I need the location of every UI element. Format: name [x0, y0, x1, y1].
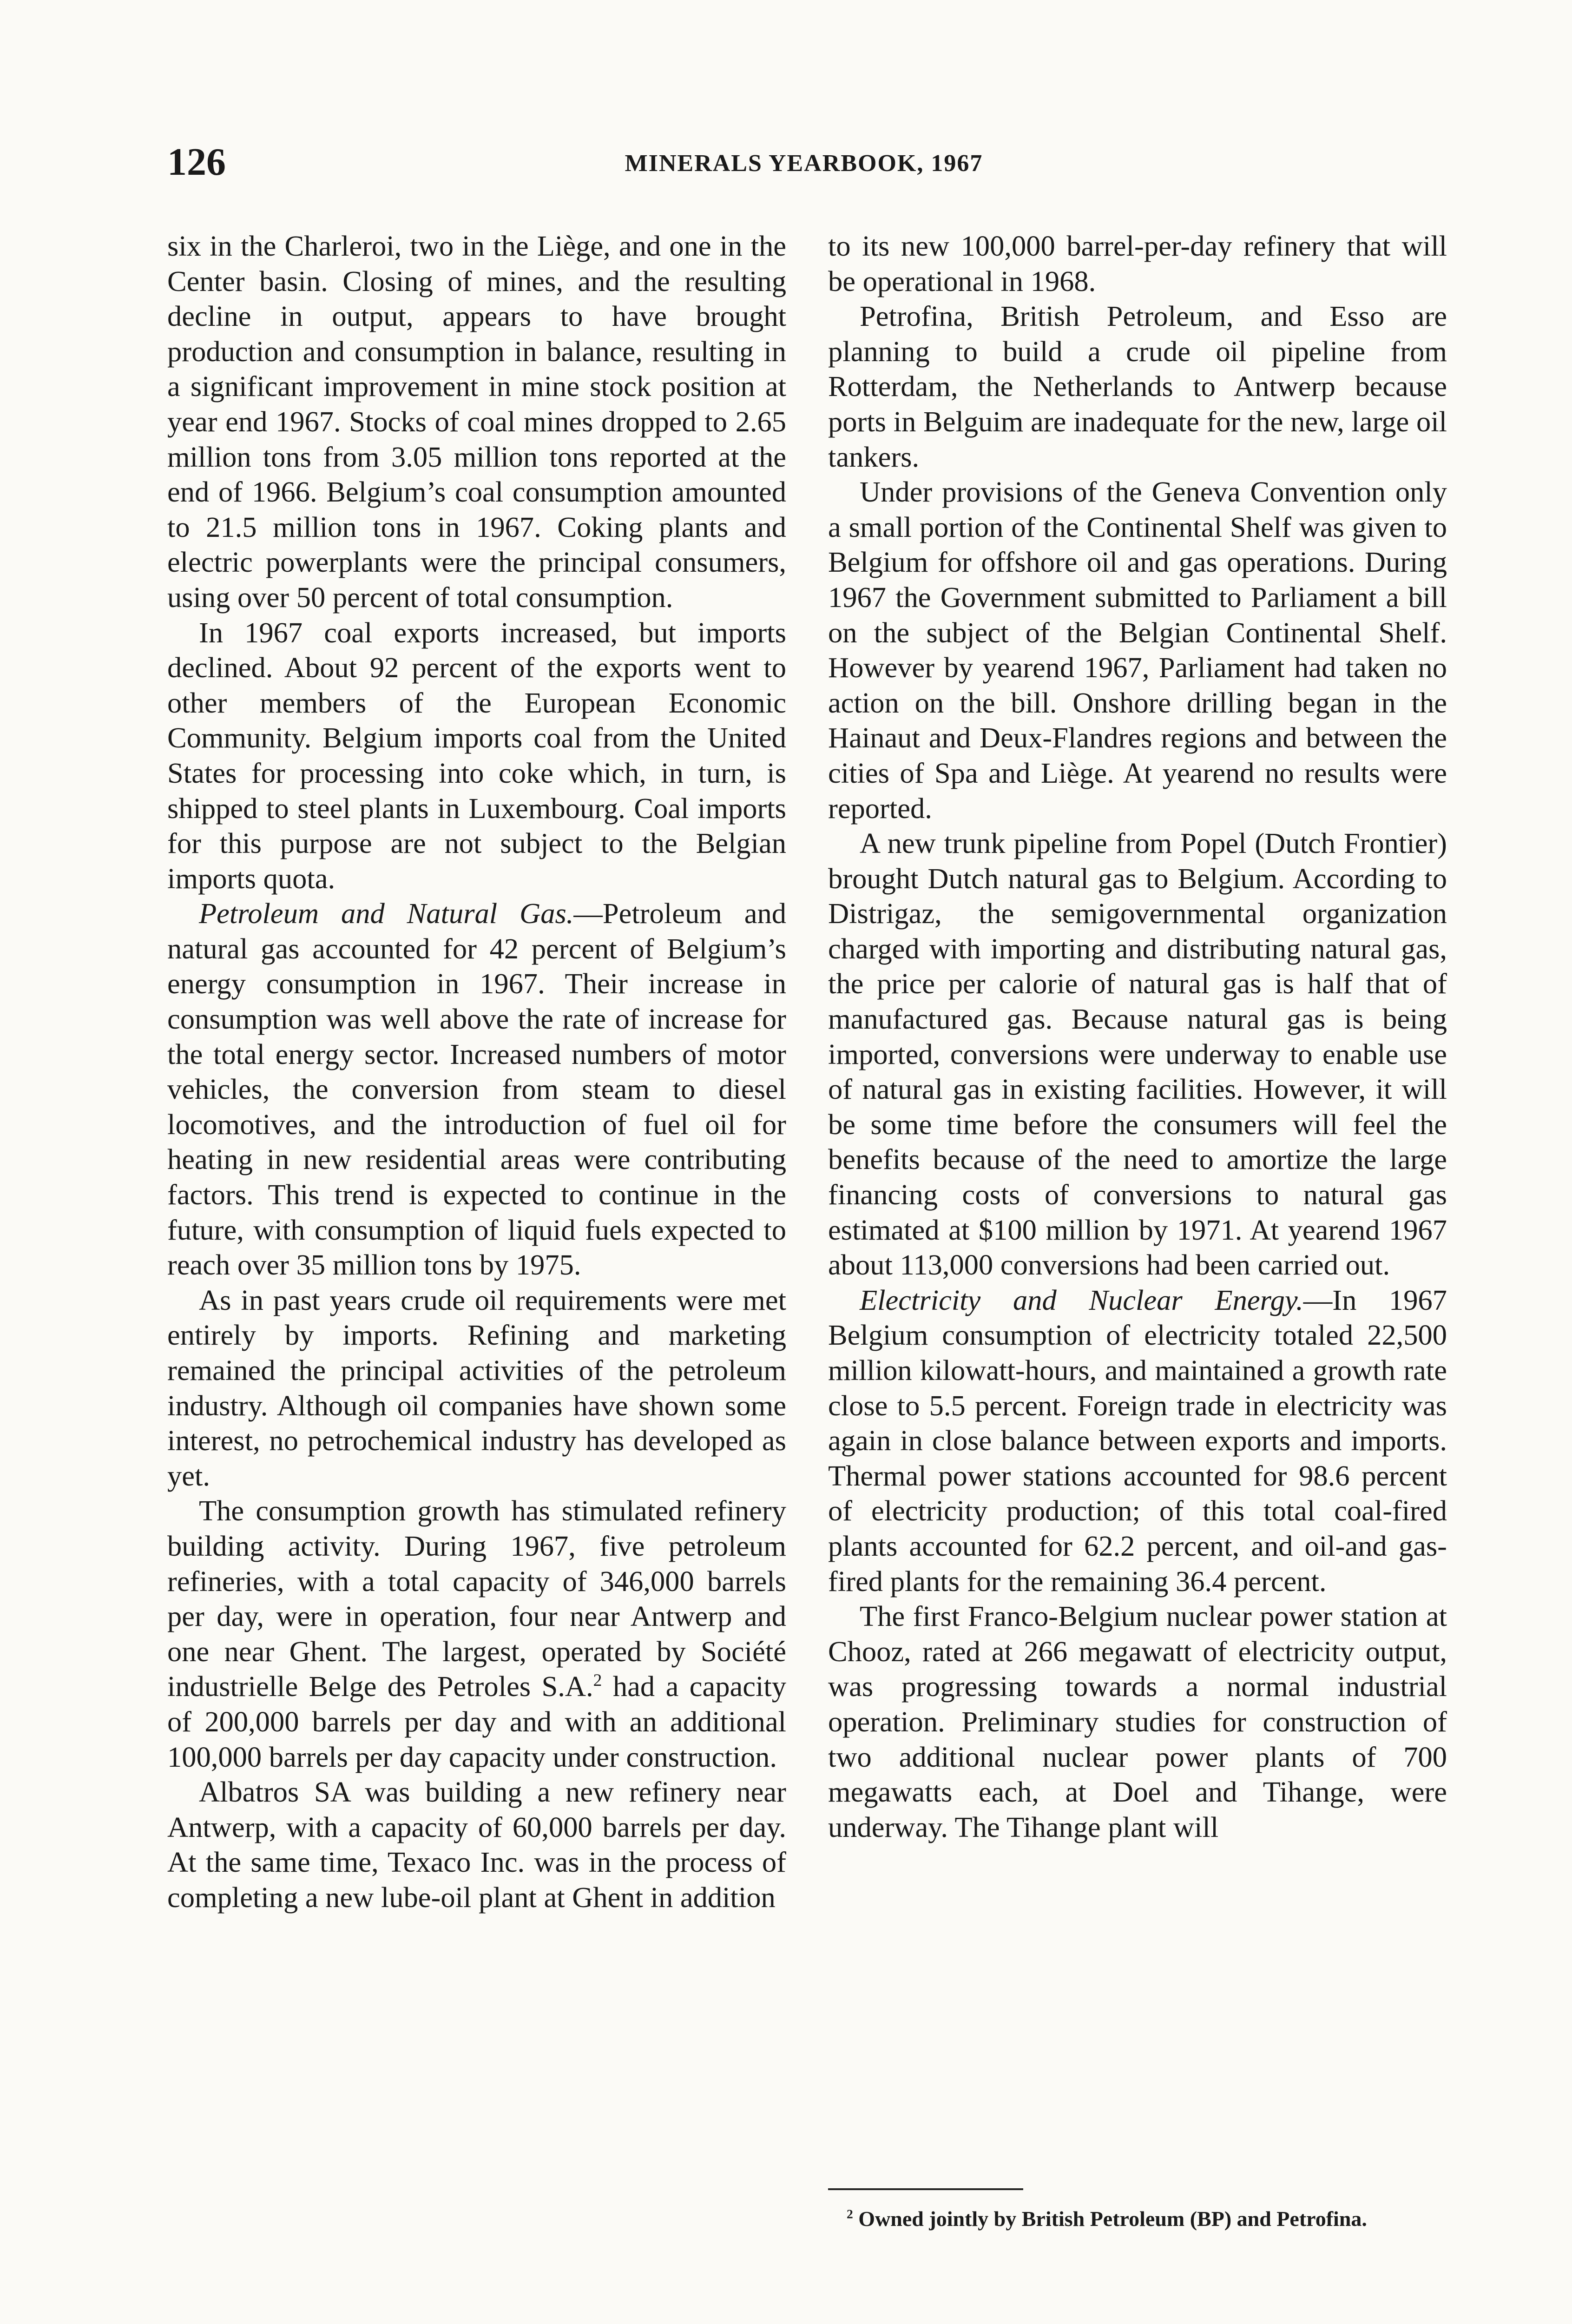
footnote-divider: [828, 2188, 1023, 2190]
paragraph: As in past years crude oil requirements were met entirely by imports. Refining and marketing remained the principal activities of the petroleum industry. Although oil companies have shown some interest, no petrochemical industry has developed as yet.: [167, 1283, 786, 1492]
footnote-text: Owned jointly by British Petroleum (BP) and Petrofina.: [853, 2207, 1367, 2231]
paragraph-body: —Petroleum and natural gas accounted for 42 percent of Belgium’s energy consumption in 1967. Their increase in consumption was well above the rate of increase for the total energy sector. Increased numbers of motor vehicles, the conversion from steam to diesel locomotives, and the introduction of fuel oil for heating in new residential areas were contributing factors. This trend is expected to continue in the future, with consumption of liquid fuels expected to reach over 35 million tons by 1975.: [167, 897, 786, 1281]
paragraph: to its new 100,000 barrel-per-day refinery that will be operational in 1968.: [828, 230, 1447, 297]
right-column: [828, 229, 1447, 1845]
paragraph: six in the Charleroi, two in the Liège, and one in the Center basin. Closing of mines, and the resulting decline in output, appears to have brought production and consumption in balance, resulting in a significant improvement in mine stock position at year end 1967. Stocks of coal mines dropped to 2.65 million tons from 3.05 million tons reported at the end of 1966. Belgium’s coal consumption amounted to 21.5 million tons in 1967. Coking plants and electric powerplants were the principal consumers, using over 50 percent of total consumption.: [167, 230, 786, 614]
footnote: [828, 2207, 1447, 2231]
page-number: 126: [167, 140, 226, 184]
paragraph: Albatros SA was building a new refinery near Antwerp, with a capacity of 60,000 barrels per day. At the same time, Texaco Inc. was in the process of completing a new lube-oil plant at Ghent in addition: [167, 1776, 786, 1914]
section-heading: Electricity and Nuclear Energy.: [860, 1283, 1303, 1316]
paragraph: [828, 1283, 1447, 1599]
section-heading: Petroleum and Natural Gas.: [199, 897, 574, 930]
page-header: [167, 139, 1440, 191]
footnote-marker: 2: [847, 2206, 853, 2221]
paragraph-body: The consumption growth has stimulated refinery building activity. During 1967, five petroleum refineries, with a total capacity of 346,000 barrels per day, were in operation, four near Antwerp and one near Ghent. The largest, operated by Société industrielle Belge des Petroles S.A.: [167, 1494, 786, 1703]
paragraph-body: —In 1967 Belgium consumption of electricity totaled 22,500 million kilowatt-hours, and maintained a growth rate close to 5.5 percent. Foreign trade in electricity was again in close balance between exports and imports. Thermal power stations accounted for 98.6 percent of electricity production; of this total coal-fired plants accounted for 62.2 percent, and oil-and gas-fired plants for the remaining 36.4 percent.: [828, 1283, 1447, 1598]
footnote-reference: 2: [593, 1671, 602, 1690]
paragraph: A new trunk pipeline from Popel (Dutch Frontier) brought Dutch natural gas to Belgium. According to Distrigaz, the semigovernmental organization charged with importing and distributing natural gas, the price per calorie of natural gas is half that of manufactured gas. Because natural gas is being imported, conversions were underway to enable use of natural gas in existing facilities. However, it will be some time before the consumers will feel the benefits because of the need to amortize the large financing costs of conversions to natural gas estimated at $100 million by 1971. At yearend 1967 about 113,000 conversions had been carried out.: [828, 827, 1447, 1281]
paragraph: [167, 1493, 786, 1775]
paragraph: Petrofina, British Petroleum, and Esso are planning to build a crude oil pipeline from Rotterdam, the Netherlands to Antwerp because ports in Belguim are inadequate for the new, large oil tankers.: [828, 300, 1447, 473]
paragraph: In 1967 coal exports increased, but imports declined. About 92 percent of the exports went to other members of the European Economic Community. Belgium imports coal from the United States for processing into coke which, in turn, is shipped to steel plants in Luxembourg. Coal imports for this purpose are not subject to the Belgian imports quota.: [167, 616, 786, 895]
left-column: [167, 229, 786, 1915]
paragraph-body: had a capacity of 200,000 barrels per day and with an additional 100,000 barrels per day capacity under construction.: [167, 1670, 786, 1773]
paragraph: [167, 896, 786, 1283]
paragraph: Under provisions of the Geneva Convention only a small portion of the Continental Shelf was given to Belgium for offshore oil and gas operations. During 1967 the Government submitted to Parliament a bill on the subject of the Belgian Continental Shelf. However by yearend 1967, Parliament had taken no action on the bill. Onshore drilling began in the Hainaut and Deux-Flandres regions and between the cities of Spa and Liège. At yearend no results were reported.: [828, 475, 1447, 825]
running-head: MINERALS YEARBOOK, 1967: [625, 150, 983, 177]
paragraph: The first Franco-Belgium nuclear power station at Chooz, rated at 266 megawatt of electricity output, was progressing towards a normal industrial operation. Preliminary studies for construction of two additional nuclear power plants of 700 megawatts each, at Doel and Tihange, were underway. The Tihange plant will: [828, 1600, 1447, 1843]
